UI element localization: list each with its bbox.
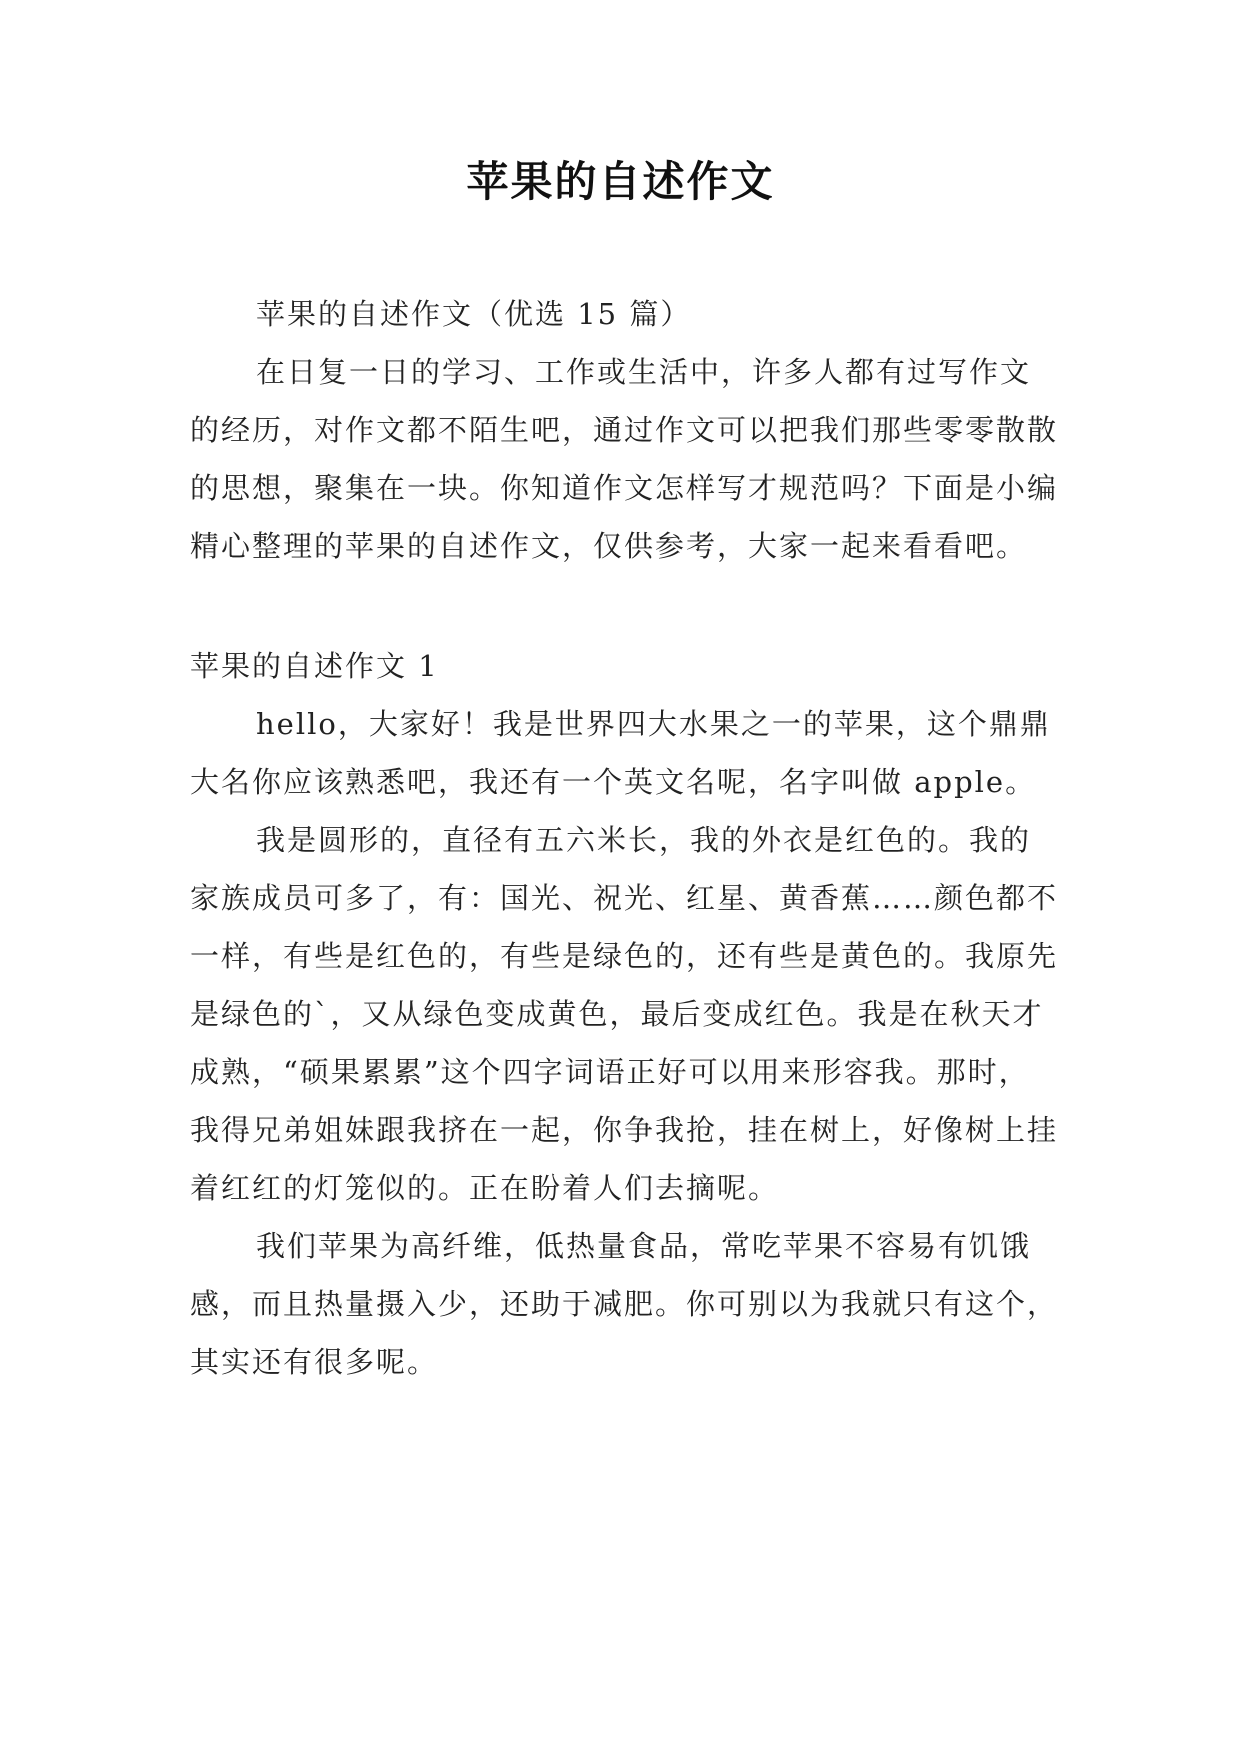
body-paragraph-3: 我们苹果为高纤维，低热量食品，常吃苹果不容易有饥饿感，而且热量摄入少，还助于减肥。你可别以为我就只有这个，其实还有很多呢。 (190, 1229, 1059, 1379)
intro-paragraph: 在日复一日的学习、工作或生活中，许多人都有过写作文的经历，对作文都不陌生吧，通过作文可以把我们那些零零散散的思想，聚集在一块。你知道作文怎样写才规范吗？下面是小编精心整理的苹果的自述作文，仅供参考，大家一起来看看吧。 (190, 355, 1059, 563)
body-paragraph-2: 我是圆形的，直径有五六米长，我的外衣是红色的。我的家族成员可多了，有：国光、祝光、红星、黄香蕉……颜色都不一样，有些是红色的，有些是绿色的，还有些是黄色的。我原先是绿色的`，又从绿色变成黄色，最后变成红色。我是在秋天才成熟，“硕果累累”这个四字词语正好可以用来形容我。那时，我得兄弟姐妹跟我挤在一起，你争我抢，挂在树上，好像树上挂着红红的灯笼似的。正在盼着人们去摘呢。 (190, 823, 1059, 1205)
section-heading: 苹果的自述作文 1 (190, 649, 439, 683)
document-body (190, 285, 1060, 1391)
body-paragraph-1: hello，大家好！我是世界四大水果之一的苹果，这个鼎鼎大名你应该熟悉吧，我还有一个英文名呢，名字叫做 apple。 (190, 707, 1051, 799)
document-subtitle: 苹果的自述作文（优选 15 篇） (256, 297, 692, 331)
document-title: 苹果的自述作文 (466, 157, 775, 206)
